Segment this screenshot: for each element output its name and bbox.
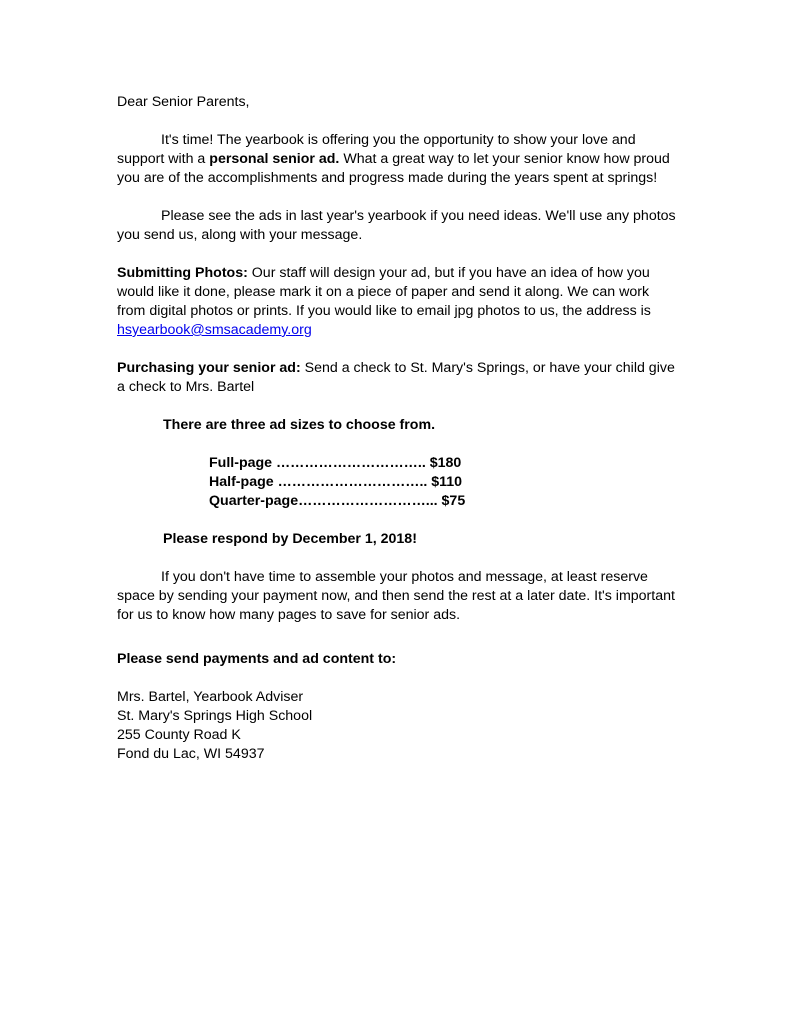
sizes-heading-text: There are three ad sizes to choose from.: [163, 417, 436, 433]
address-line-4: Fond du Lac, WI 54937: [117, 746, 265, 762]
intro-paragraph: [117, 131, 677, 188]
send-heading-text: Please send payments and ad content to:: [117, 651, 397, 667]
send-heading: [117, 650, 677, 669]
intro-text-start: It's time! The yearbook is offering you the opportunity to show your love and support with a: [117, 132, 636, 167]
mailing-address: [117, 688, 677, 764]
price-item-full-text: Full-page ………………………….. $180: [209, 455, 462, 471]
purchase-paragraph: [117, 359, 677, 397]
intro-text-end: What a great way to let your senior know how proud you are of the accomplishments and progress made during the years spent at springs!: [117, 151, 670, 186]
price-list: [209, 454, 529, 511]
photos-text: Our staff will design your ad, but if you have an idea of how you would like it done, please mark it on a piece of paper and send it along. We can work from digital photos or prints. If you would like to email jpg photos to us, the address is: [117, 265, 651, 319]
ideas-paragraph: Please see the ads in last year's yearbook if you need ideas. We'll use any photos you send us, along with your message.: [117, 208, 676, 243]
personal-senior-ad-emphasis: personal senior ad.: [209, 151, 340, 167]
salutation: Dear Senior Parents,: [117, 94, 250, 110]
address-line-2: St. Mary's Springs High School: [117, 708, 313, 724]
photos-heading: Submitting Photos:: [117, 265, 248, 281]
address-line-1: Mrs. Bartel, Yearbook Adviser: [117, 689, 304, 705]
reserve-paragraph: If you don't have time to assemble your photos and message, at least reserve space by sending your payment now, and then send the rest at a later date. It's important for us to know how many pages to save for senior ads.: [117, 569, 675, 623]
purchase-text: Send a check to St. Mary's Springs, or have your child give a check to Mrs. Bartel: [117, 360, 675, 395]
email-link[interactable]: hsyearbook@smsacademy.org: [117, 322, 312, 338]
sizes-heading: [163, 416, 563, 435]
price-item-half: [209, 473, 509, 492]
respond-deadline: [163, 530, 563, 549]
respond-deadline-text: Please respond by December 1, 2018!: [163, 531, 417, 547]
price-item-half-text: Half-page ………………………….. $110: [209, 474, 463, 490]
price-item-quarter: [209, 492, 509, 511]
purchase-heading: Purchasing your senior ad:: [117, 360, 301, 376]
price-item-quarter-text: Quarter-page………………………... $75: [209, 493, 466, 509]
price-item-full: [209, 454, 509, 473]
photos-paragraph: [117, 264, 677, 340]
address-line-3: 255 County Road K: [117, 727, 241, 743]
